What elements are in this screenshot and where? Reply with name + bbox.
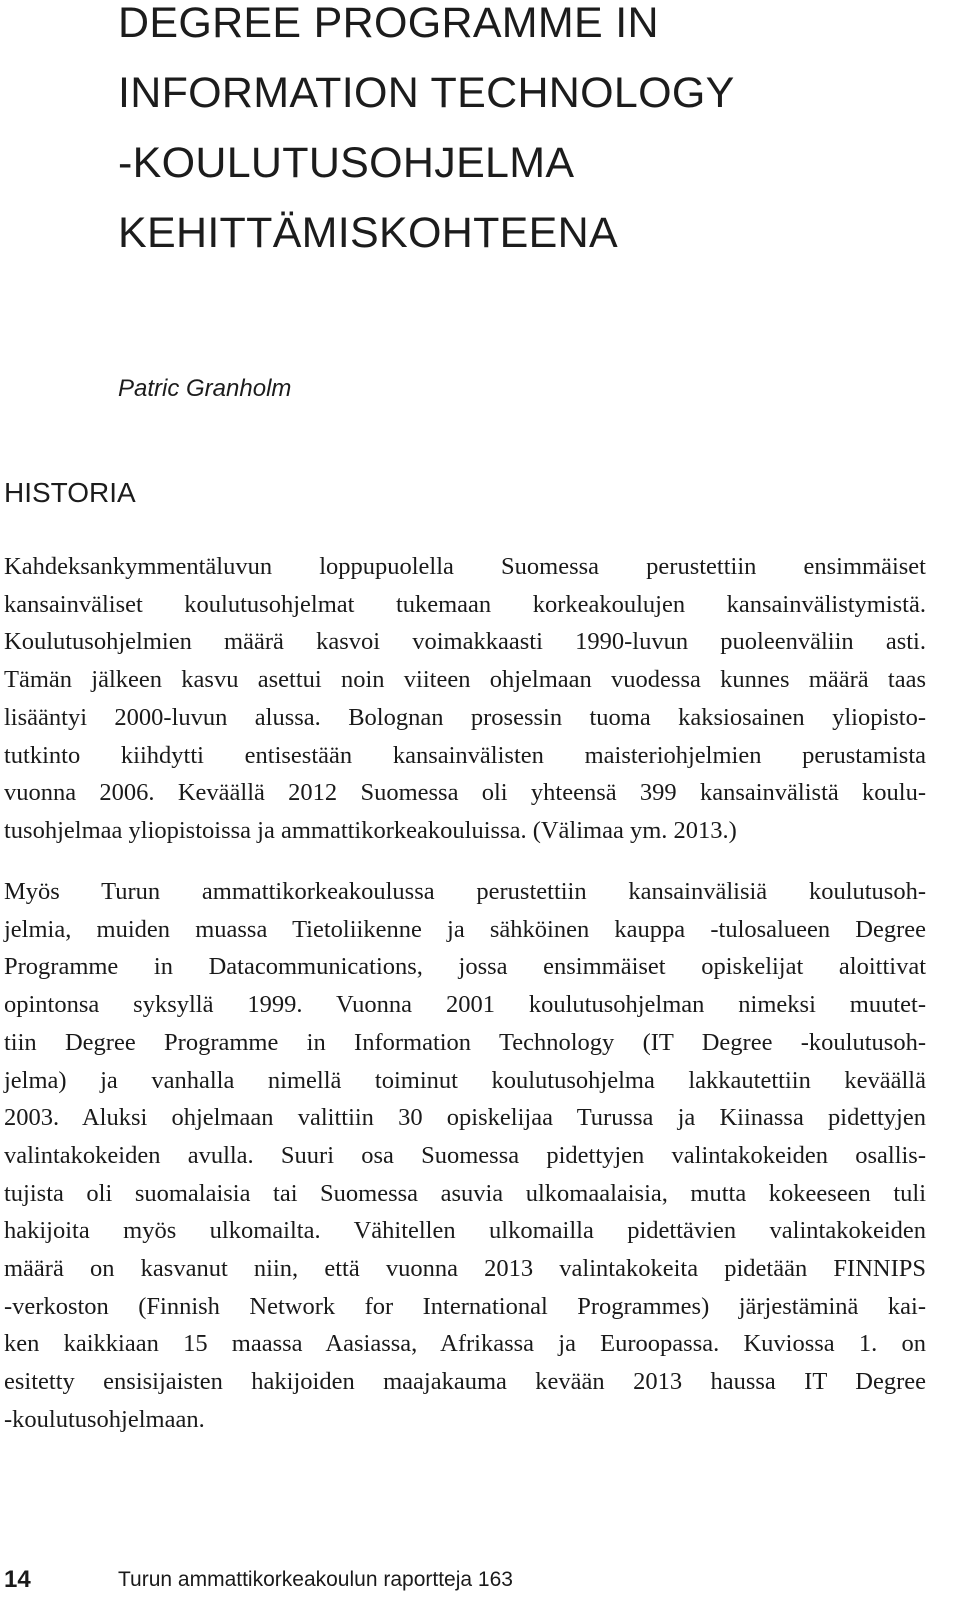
text-line: esitetty ensisijaisten hakijoiden maajakauma kevään 2013 haussa IT Degree [4, 1368, 926, 1396]
text-line: jelma) ja vanhalla nimellä toiminut koulutusohjelma lakkautettiin keväällä [4, 1066, 926, 1094]
section-heading: HISTORIA [4, 477, 136, 508]
text-line: tiin Degree Programme in Information Technology (IT Degree -koulutusoh- [4, 1028, 926, 1056]
title-line: DEGREE PROGRAMME IN [118, 0, 659, 47]
title-line: KEHITTÄMISKOHTEENA [118, 209, 618, 257]
text-line: lisääntyi 2000-luvun alussa. Bolognan prosessin tuoma kaksiosainen yliopisto- [4, 703, 926, 731]
page-number: 14 [4, 1566, 31, 1593]
text-line: tusohjelmaa yliopistoissa ja ammattikorkeakouluissa. (Välimaa ym. 2013.) [4, 816, 737, 844]
body-paragraph-1 [4, 548, 926, 850]
text-line: määrä on kasvanut niin, että vuonna 2013 valintakokeita pidetään FINNIPS [4, 1255, 926, 1283]
text-line: valintakokeiden avulla. Suuri osa Suomessa pidettyjen valintakokeiden osallis- [4, 1141, 926, 1169]
text-line: kansainväliset koulutusohjelmat tukemaan korkeakoulujen kansainvälistymistä. [4, 590, 926, 618]
title-line: INFORMATION TECHNOLOGY [118, 69, 735, 117]
text-line: tutkinto kiihdytti entisestään kansainvälisten maisteriohjelmien perustamista [4, 741, 926, 769]
text-line: -koulutusohjelmaan. [4, 1405, 205, 1433]
text-line: vuonna 2006. Keväällä 2012 Suomessa oli yhteensä 399 kansainvälistä koulu- [4, 779, 926, 807]
series-title: Turun ammattikorkeakoulun raportteja 163 [118, 1568, 513, 1591]
text-line: 2003. Aluksi ohjelmaan valittiin 30 opiskelijaa Turussa ja Kiinassa pidettyjen [4, 1104, 926, 1132]
title-line: -KOULUTUSOHJELMA [118, 139, 575, 187]
text-line: opintonsa syksyllä 1999. Vuonna 2001 koulutusohjelman nimeksi muutet- [4, 991, 926, 1019]
text-line: -verkoston (Finnish Network for International Programmes) järjestäminä kai- [4, 1292, 926, 1320]
page-footer [4, 1562, 934, 1598]
text-line: hakijoita myös ulkomailta. Vähitellen ulkomailla pidettävien valintakokeiden [4, 1217, 926, 1245]
body-paragraph-2 [4, 873, 926, 1439]
text-line: tujista oli suomalaisia tai Suomessa asuvia ulkomaalaisia, mutta kokeeseen tuli [4, 1179, 926, 1207]
text-line: jelmia, muiden muassa Tietoliikenne ja sähköinen kauppa -tulosalueen Degree [4, 915, 926, 943]
text-line: Tämän jälkeen kasvu asettui noin viiteen ohjelmaan vuodessa kunnes määrä taas [4, 666, 926, 694]
text-line: Myös Turun ammattikorkeakoulussa perustettiin kansainvälisiä koulutusoh- [4, 878, 926, 905]
author-name: Patric Granholm [118, 375, 292, 402]
document-title [118, 0, 918, 268]
text-line: Koulutusohjelmien määrä kasvoi voimakkaasti 1990-luvun puoleenväliin asti. [4, 628, 926, 656]
text-line: Kahdeksankymmentäluvun loppupuolella Suomessa perustettiin ensimmäiset [4, 553, 926, 580]
text-line: Programme in Datacommunications, jossa ensimmäiset opiskelijat aloittivat [4, 953, 926, 981]
text-line: ken kaikkiaan 15 maassa Aasiassa, Afrikassa ja Euroopassa. Kuviossa 1. on [4, 1330, 926, 1358]
